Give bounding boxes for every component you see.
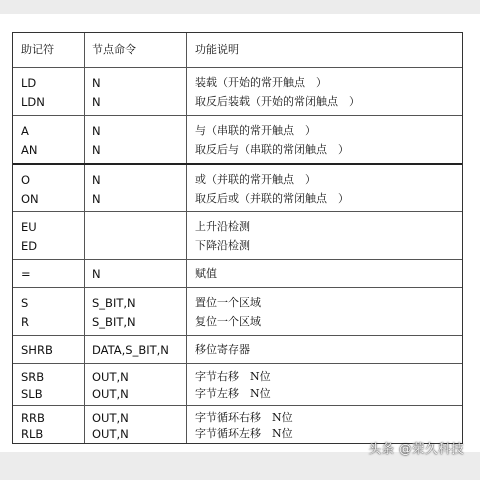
description-cell: 字节左移 N位 bbox=[195, 387, 271, 400]
operand-cell: OUT,N bbox=[92, 411, 129, 425]
table-row bbox=[13, 405, 462, 443]
description-cell: 上升沿检测 bbox=[195, 220, 250, 233]
operand-cell: OUT,N bbox=[92, 427, 129, 441]
description-cell: 字节右移 N位 bbox=[195, 370, 271, 383]
mnemonic-cell: ON bbox=[21, 192, 39, 206]
description-cell: 取反后装载（开始的常闭触点 ） bbox=[195, 95, 360, 108]
table-row bbox=[13, 259, 462, 287]
operand-cell: N bbox=[92, 143, 101, 157]
table-row bbox=[13, 363, 462, 405]
description-cell: 或（并联的常开触点 ） bbox=[195, 173, 316, 186]
description-cell: 与（串联的常开触点 ） bbox=[195, 124, 316, 137]
description-cell: 字节循环左移 N位 bbox=[195, 427, 293, 440]
mnemonic-cell: RRB bbox=[21, 411, 45, 425]
operand-cell: OUT,N bbox=[92, 387, 129, 401]
mnemonic-cell: SRB bbox=[21, 370, 45, 384]
watermark-text: 头条 @荣久科技 bbox=[368, 441, 464, 456]
mnemonic-cell: EU bbox=[21, 220, 37, 234]
table-row bbox=[13, 115, 462, 163]
table-row bbox=[13, 335, 462, 363]
table-header-row bbox=[13, 33, 462, 67]
mnemonic-cell: LD bbox=[21, 76, 37, 90]
document-page bbox=[0, 14, 480, 456]
table-row bbox=[13, 67, 462, 115]
mnemonic-cell: S bbox=[21, 296, 29, 310]
table-row bbox=[13, 287, 462, 335]
header-mnemonic: 助记符 bbox=[21, 43, 54, 56]
header-operand: 节点命令 bbox=[92, 43, 136, 56]
description-cell: 取反后或（并联的常闭触点 ） bbox=[195, 192, 349, 205]
mnemonic-cell: R bbox=[21, 315, 29, 329]
operand-cell: N bbox=[92, 192, 101, 206]
description-cell: 装载（开始的常开触点 ） bbox=[195, 76, 327, 89]
description-cell: 字节循环右移 N位 bbox=[195, 411, 293, 424]
mnemonic-cell: LDN bbox=[21, 95, 45, 109]
operand-cell: S_BIT,N bbox=[92, 296, 136, 310]
description-cell: 取反后与（串联的常闭触点 ） bbox=[195, 143, 349, 156]
description-cell: 赋值 bbox=[195, 267, 217, 280]
operand-cell: DATA,S_BIT,N bbox=[92, 343, 169, 357]
operand-cell: N bbox=[92, 76, 101, 90]
header-description: 功能说明 bbox=[195, 43, 239, 56]
mnemonic-cell: AN bbox=[21, 143, 38, 157]
operand-cell: S_BIT,N bbox=[92, 315, 136, 329]
operand-cell: N bbox=[92, 124, 101, 138]
mnemonic-cell: SLB bbox=[21, 387, 43, 401]
description-cell: 移位寄存器 bbox=[195, 343, 250, 356]
operand-cell: N bbox=[92, 173, 101, 187]
instruction-table bbox=[12, 32, 463, 444]
mnemonic-cell: RLB bbox=[21, 427, 44, 441]
mnemonic-cell: A bbox=[21, 124, 29, 138]
operand-cell: OUT,N bbox=[92, 370, 129, 384]
mnemonic-cell: = bbox=[21, 267, 31, 281]
mnemonic-cell: O bbox=[21, 173, 31, 187]
table-row bbox=[13, 163, 462, 211]
mnemonic-cell: SHRB bbox=[21, 343, 53, 357]
operand-cell: N bbox=[92, 95, 101, 109]
table-row bbox=[13, 211, 462, 259]
description-cell: 置位一个区域 bbox=[195, 296, 261, 309]
operand-cell: N bbox=[92, 267, 101, 281]
description-cell: 下降沿检测 bbox=[195, 239, 250, 252]
mnemonic-cell: ED bbox=[21, 239, 38, 253]
description-cell: 复位一个区域 bbox=[195, 315, 261, 328]
